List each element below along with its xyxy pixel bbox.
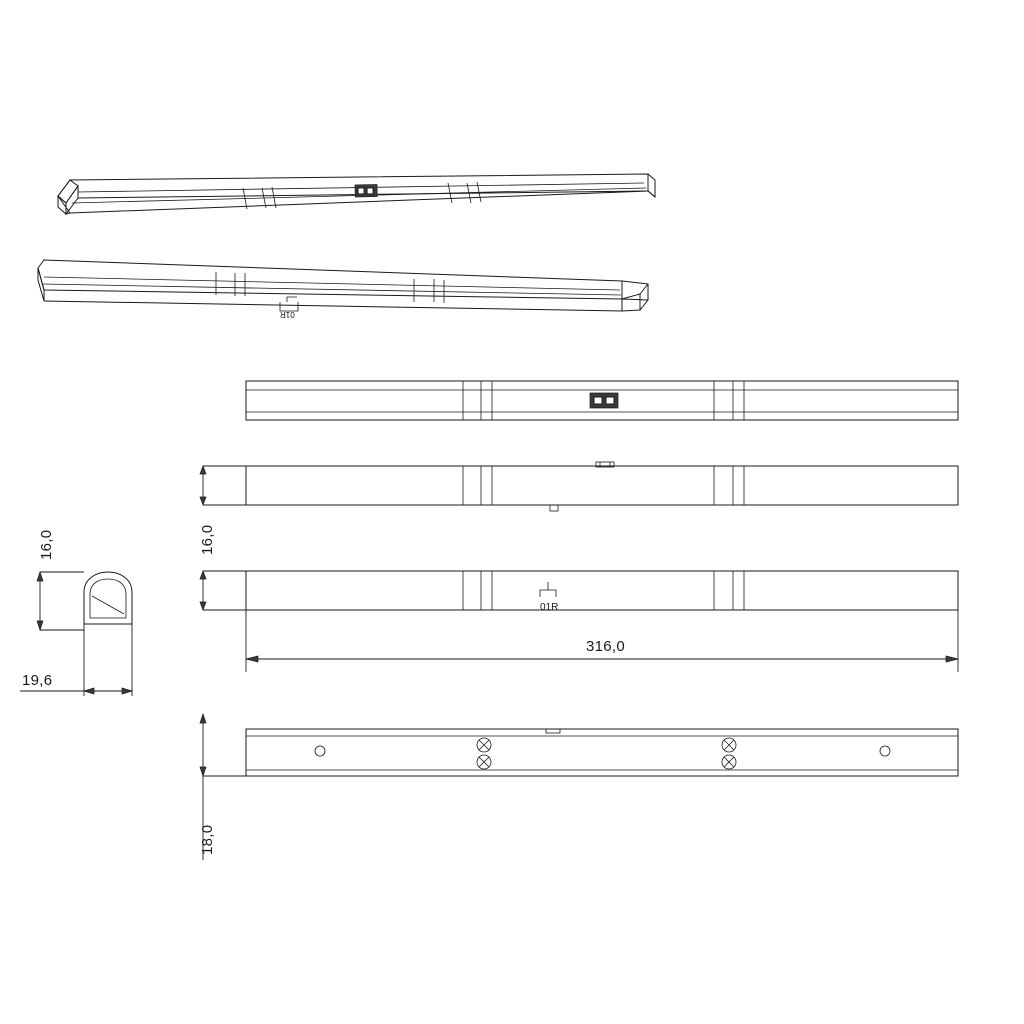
- dimension-bottom-width: 18,0: [199, 824, 216, 855]
- dimension-section-width: 19,6: [22, 672, 53, 689]
- dimension-length: 316,0: [586, 638, 626, 655]
- marking-label-iso: 01R: [280, 310, 295, 319]
- marking-label-side: 01R: [540, 602, 559, 613]
- view-iso-top: [58, 174, 655, 214]
- view-top: [246, 381, 958, 420]
- dimension-section-height: 16,0: [38, 529, 55, 560]
- view-front: [200, 462, 958, 511]
- view-bottom: [200, 714, 958, 860]
- view-iso-bottom: [38, 260, 648, 311]
- view-side: [200, 571, 958, 672]
- dimension-front-height: 16,0: [199, 524, 216, 555]
